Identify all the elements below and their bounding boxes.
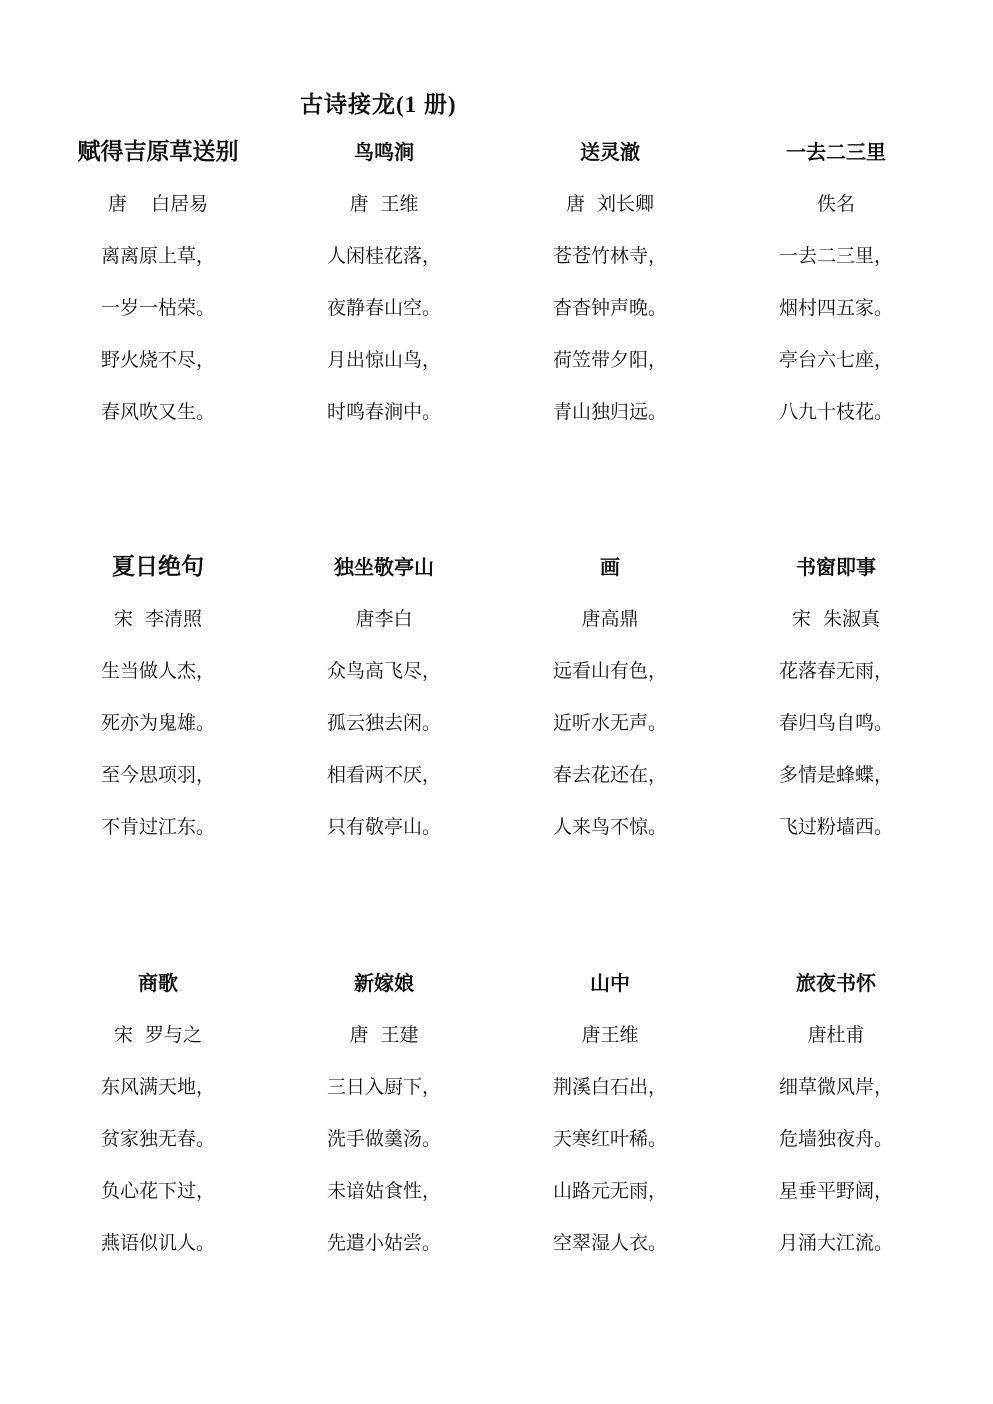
poem-title: 画 bbox=[600, 555, 620, 579]
poem-card bbox=[723, 139, 949, 451]
poem-card bbox=[45, 970, 271, 1282]
poem-title: 山中 bbox=[590, 971, 630, 995]
poem-card bbox=[45, 554, 271, 866]
poem-line: 负心花下过， bbox=[100, 1180, 215, 1202]
poem-line: 人来鸟不惊。 bbox=[552, 816, 667, 838]
poem-line: 青山独归远。 bbox=[552, 401, 667, 423]
poem-line: 野火烧不尽， bbox=[100, 349, 215, 371]
poem-author: 唐杜甫 bbox=[807, 1024, 865, 1046]
poem-card bbox=[723, 970, 949, 1282]
poem-line: 飞过粉墙西。 bbox=[778, 816, 893, 838]
poem-line: 一去二三里， bbox=[778, 245, 893, 267]
poem-line: 生当做人杰， bbox=[100, 660, 215, 682]
page-title: 古诗接龙(1 册) bbox=[300, 92, 457, 117]
poem-line: 天寒红叶稀。 bbox=[552, 1128, 667, 1150]
poem-title: 旅夜书怀 bbox=[796, 971, 876, 995]
poem-line: 多情是蜂蝶， bbox=[778, 764, 893, 786]
poem-title: 送灵澈 bbox=[580, 140, 640, 164]
poem-line: 空翠湿人衣。 bbox=[552, 1232, 667, 1254]
poem-line: 贫家独无春。 bbox=[100, 1128, 215, 1150]
poem-line: 杳杳钟声晚。 bbox=[552, 297, 667, 319]
poem-line: 山路元无雨， bbox=[552, 1180, 667, 1202]
poem-line: 细草微风岸， bbox=[778, 1076, 893, 1098]
poem-line: 至今思项羽， bbox=[100, 764, 215, 786]
poem-line: 月出惊山鸟， bbox=[326, 349, 441, 371]
poem-line: 众鸟高飞尽， bbox=[326, 660, 441, 682]
poem-line: 洗手做羹汤。 bbox=[326, 1128, 441, 1150]
poem-author: 宋 罗与之 bbox=[113, 1024, 203, 1046]
poem-card bbox=[271, 970, 497, 1282]
poem-title: 书窗即事 bbox=[796, 555, 876, 579]
poem-author: 唐 王建 bbox=[349, 1024, 419, 1046]
poem-line: 人闲桂花落， bbox=[326, 245, 441, 267]
poem-author: 宋 李清照 bbox=[113, 608, 203, 630]
poem-card bbox=[497, 970, 723, 1282]
poem-line: 相看两不厌， bbox=[326, 764, 441, 786]
poem-line: 未谙姑食性， bbox=[326, 1180, 441, 1202]
poem-author: 唐王维 bbox=[581, 1024, 639, 1046]
poem-line: 死亦为鬼雄。 bbox=[100, 712, 215, 734]
poem-line: 一岁一枯荣。 bbox=[100, 297, 215, 319]
poem-line: 夜静春山空。 bbox=[326, 297, 441, 319]
poem-line: 八九十枝花。 bbox=[778, 401, 893, 423]
poem-line: 星垂平野阔， bbox=[778, 1180, 893, 1202]
poem-author: 唐 王维 bbox=[349, 193, 419, 215]
poem-author: 唐 刘长卿 bbox=[565, 193, 655, 215]
poem-line: 东风满天地， bbox=[100, 1076, 215, 1098]
poem-line: 时鸣春涧中。 bbox=[326, 401, 441, 423]
poem-line: 远看山有色， bbox=[552, 660, 667, 682]
poem-line: 春去花还在， bbox=[552, 764, 667, 786]
poem-line: 月涌大江流。 bbox=[778, 1232, 893, 1254]
poem-line: 只有敬亭山。 bbox=[326, 816, 441, 838]
poem-card bbox=[271, 554, 497, 866]
poem-author: 宋 朱淑真 bbox=[791, 608, 881, 630]
poem-title: 鸟鸣涧 bbox=[354, 140, 414, 164]
poem-line: 花落春无雨， bbox=[778, 660, 893, 682]
poem-line: 亭台六七座， bbox=[778, 349, 893, 371]
poem-card bbox=[497, 139, 723, 451]
poem-line: 苍苍竹林寺， bbox=[552, 245, 667, 267]
poem-author: 唐 白居易 bbox=[107, 193, 209, 215]
poem-card bbox=[723, 554, 949, 866]
poem-title: 赋得吉原草送别 bbox=[77, 138, 239, 165]
poem-author: 唐高鼎 bbox=[581, 608, 639, 630]
poem-title: 新嫁娘 bbox=[354, 971, 414, 995]
poem-line: 危墙独夜舟。 bbox=[778, 1128, 893, 1150]
poem-line: 三日入厨下， bbox=[326, 1076, 441, 1098]
poem-line: 烟村四五家。 bbox=[778, 297, 893, 319]
poem-card bbox=[497, 554, 723, 866]
poem-line: 先遣小姑尝。 bbox=[326, 1232, 441, 1254]
poem-title: 夏日绝句 bbox=[112, 553, 204, 580]
poem-title: 商歌 bbox=[138, 971, 178, 995]
poem-card bbox=[271, 139, 497, 451]
poem-card bbox=[45, 139, 271, 451]
poem-line: 离离原上草， bbox=[100, 245, 215, 267]
poem-line: 春风吹又生。 bbox=[100, 401, 215, 423]
poem-author: 佚名 bbox=[816, 193, 855, 215]
poem-line: 近听水无声。 bbox=[552, 712, 667, 734]
poem-author: 唐李白 bbox=[355, 608, 413, 630]
poem-line: 荆溪白石出， bbox=[552, 1076, 667, 1098]
poem-title: 一去二三里 bbox=[786, 140, 886, 164]
poem-line: 不肯过江东。 bbox=[100, 816, 215, 838]
poem-line: 荷笠带夕阳， bbox=[552, 349, 667, 371]
poem-line: 孤云独去闲。 bbox=[326, 712, 441, 734]
poem-line: 燕语似讥人。 bbox=[100, 1232, 215, 1254]
poem-title: 独坐敬亭山 bbox=[334, 555, 434, 579]
poem-line: 春归鸟自鸣。 bbox=[778, 712, 893, 734]
